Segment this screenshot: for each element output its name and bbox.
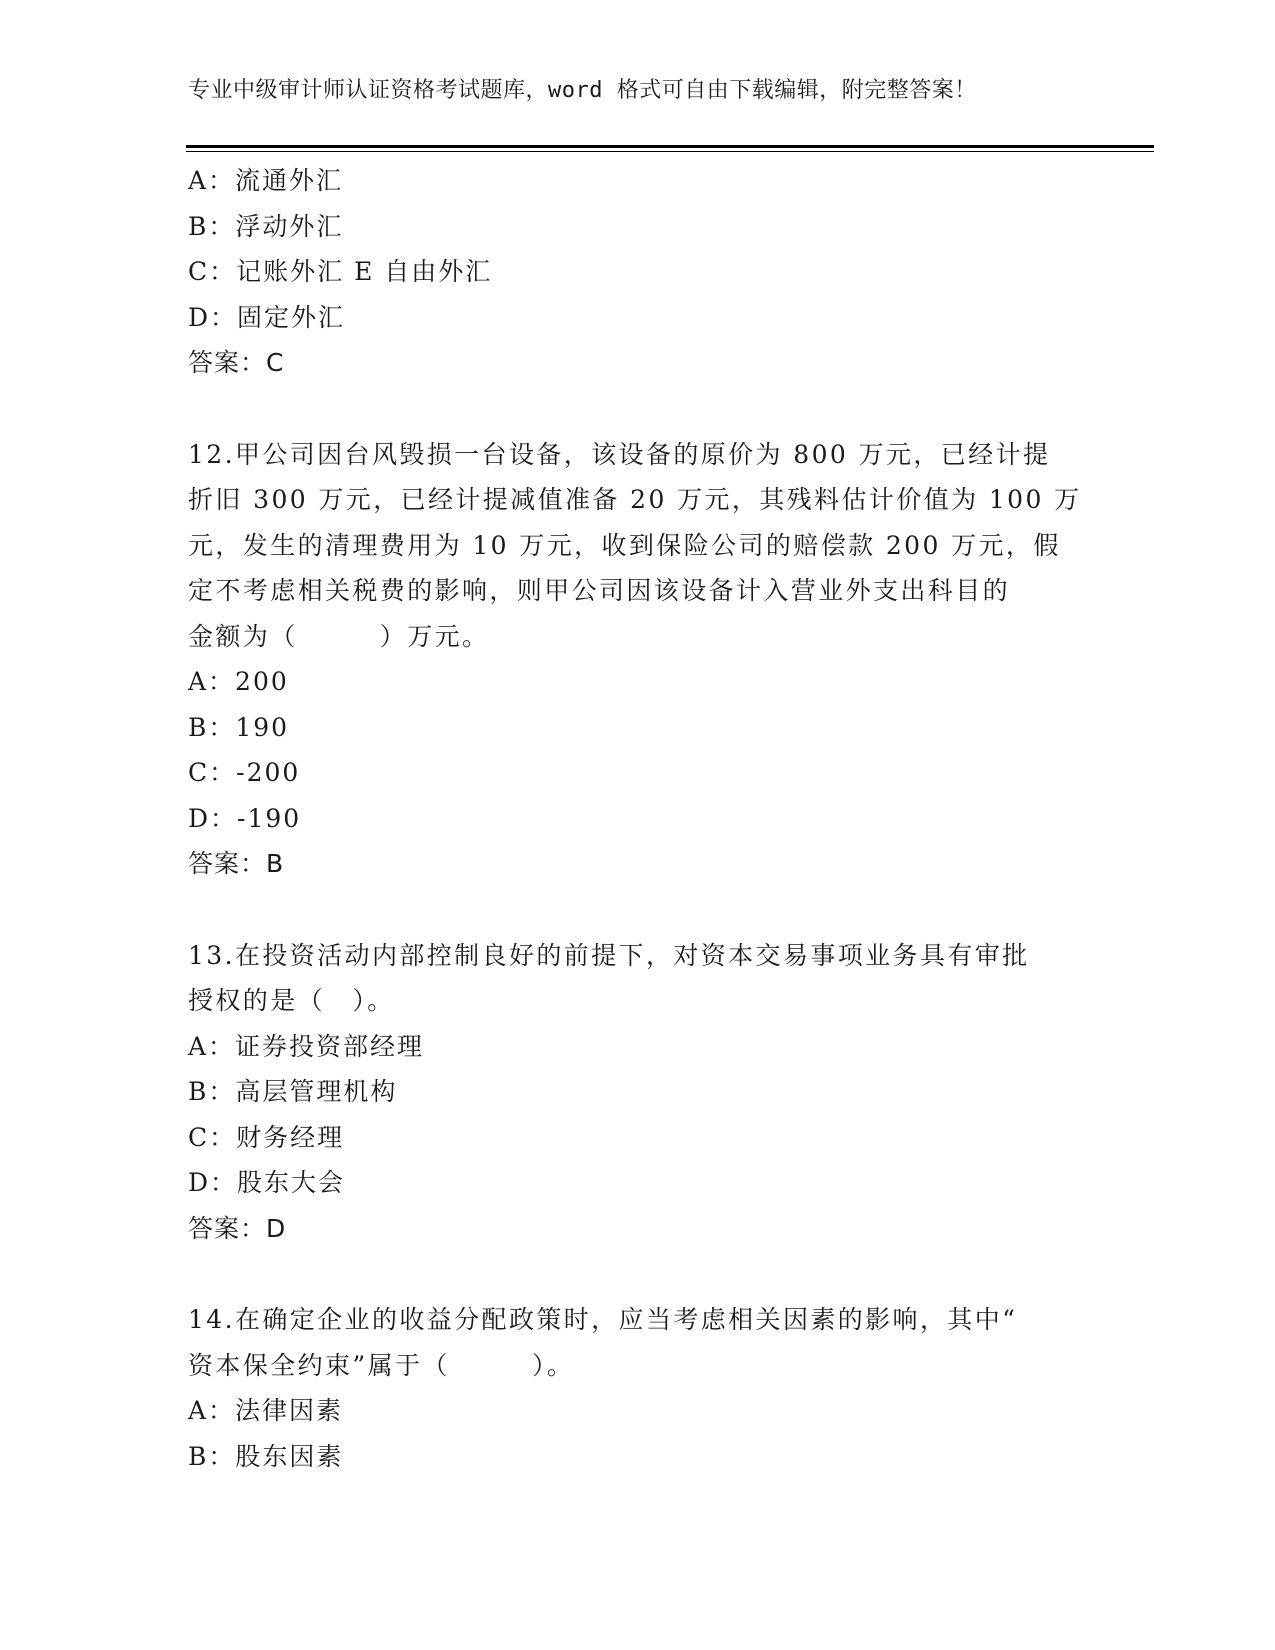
option-a: A：200 bbox=[188, 667, 289, 696]
option-d: D：-190 bbox=[188, 803, 302, 833]
option-c: C：财务经理 bbox=[188, 1122, 345, 1152]
question-14 bbox=[188, 1297, 1088, 1479]
question-12 bbox=[188, 432, 1088, 887]
spacer bbox=[188, 887, 1088, 933]
option-c: C：-200 bbox=[188, 758, 301, 787]
question-11 bbox=[188, 158, 1088, 386]
option-b: B：190 bbox=[188, 712, 290, 742]
header-rule-thick bbox=[186, 145, 1154, 148]
question-text-line: 13.在投资活动内部控制良好的前提下，对资本交易事项业务具有审批 bbox=[188, 940, 1030, 970]
header-rule-thin bbox=[186, 151, 1154, 152]
document-content bbox=[188, 158, 1088, 1479]
question-text-line: 14.在确定企业的收益分配政策时，应当考虑相关因素的影响，其中“ bbox=[188, 1305, 1018, 1334]
option-b: B：股东因素 bbox=[188, 1441, 344, 1471]
option-b: B：浮动外汇 bbox=[188, 211, 344, 241]
question-text-line: 金额为（ ）万元。 bbox=[188, 621, 490, 651]
page-header: 专业中级审计师认证资格考试题库，word 格式可自由下载编辑，附完整答案！ bbox=[188, 78, 977, 103]
option-d: D：股东大会 bbox=[188, 1168, 346, 1197]
question-13 bbox=[188, 933, 1088, 1252]
answer-line: 答案：B bbox=[188, 849, 285, 878]
option-a: A：法律因素 bbox=[188, 1396, 344, 1425]
question-text-line: 定不考虑相关税费的影响，则甲公司因该设备计入营业外支出科目的 bbox=[188, 576, 1011, 605]
question-text-line: 12.甲公司因台风毁损一台设备，该设备的原价为 800 万元，已经计提 bbox=[188, 439, 1051, 469]
spacer bbox=[188, 1251, 1088, 1297]
question-text-line: 折旧 300 万元，已经计提减值准备 20 万元，其残料估计价值为 100 万 bbox=[188, 485, 1082, 514]
option-b: B：高层管理机构 bbox=[188, 1077, 398, 1106]
option-a: A：证券投资部经理 bbox=[188, 1031, 425, 1061]
question-text-line: 授权的是（ ）。 bbox=[188, 986, 395, 1015]
option-c: C：记账外汇 E 自由外汇 bbox=[188, 257, 493, 286]
answer-line: 答案：D bbox=[188, 1213, 287, 1243]
option-d: D：固定外汇 bbox=[188, 302, 346, 332]
question-text-line: 资本保全约束”属于（ ）。 bbox=[188, 1350, 575, 1380]
option-a: A：流通外汇 bbox=[188, 166, 344, 195]
question-text-line: 元，发生的清理费用为 10 万元，收到保险公司的赔偿款 200 万元，假 bbox=[188, 530, 1061, 560]
spacer bbox=[188, 386, 1088, 432]
answer-line: 答案：C bbox=[188, 348, 285, 377]
